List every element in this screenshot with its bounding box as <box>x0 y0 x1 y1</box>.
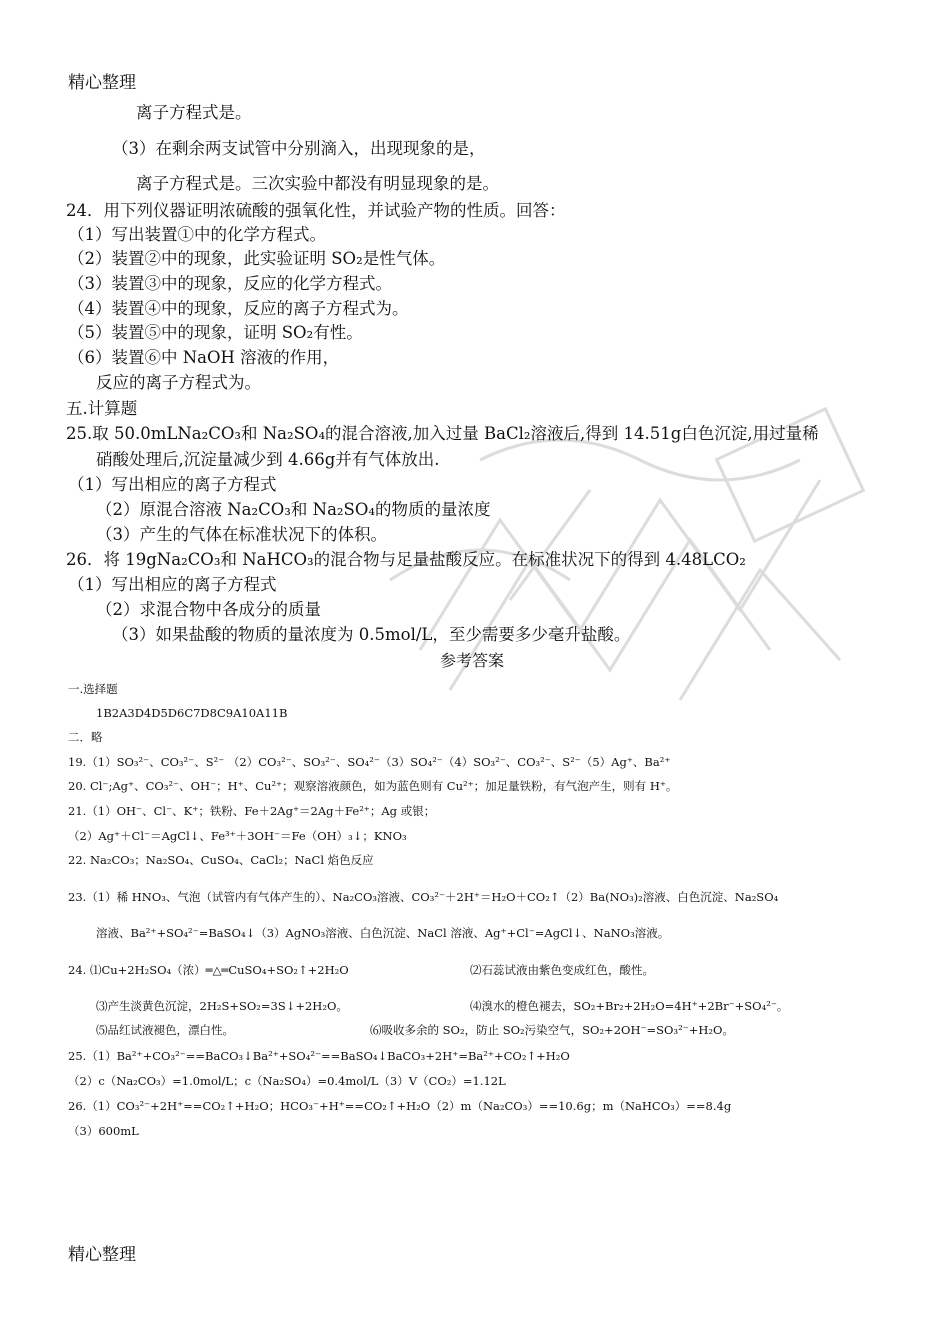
answer-line: （3）600mL <box>68 1124 139 1138</box>
question-line: （3）装置③中的现象，反应的化学方程式。 <box>68 274 392 293</box>
question-line: 硝酸处理后,沉淀量减少到 4.66g并有气体放出. <box>96 450 440 469</box>
answer-line: ⑶产生淡黄色沉淀，2H₂S+SO₂=3S↓+2H₂O。 <box>96 999 348 1013</box>
answer-line: 二．略 <box>68 730 103 744</box>
answer-line: 26.（1）CO₃²⁻+2H⁺==CO₂↑+H₂O；HCO₃⁻+H⁺==CO₂↑+H₂O（2）m（Na₂CO₃）==10.6g；m（NaHCO₃）==8.4g <box>68 1099 732 1113</box>
question-line: （1）写出相应的离子方程式 <box>68 575 277 594</box>
answers-heading: 参考答案 <box>440 651 505 670</box>
question-line: 离子方程式是。 <box>136 103 252 122</box>
section-title: 五.计算题 <box>66 399 138 418</box>
answer-line: ⑵石蕊试液由紫色变成红色，酸性。 <box>470 963 654 977</box>
answer-line: 23.（1）稀 HNO₃、气泡（试管内有气体产生的）、Na₂CO₃溶液、CO₃²⁻＋2H⁺＝H₂O＋CO₂↑（2）Ba(NO₃)₂溶液、白色沉淀、Na₂SO₄ <box>68 890 779 904</box>
answer-line: ⑸品红试液褪色，漂白性。 <box>96 1023 234 1037</box>
question-line: （5）装置⑤中的现象，证明 SO₂有性。 <box>68 323 363 342</box>
question-line: （1）写出相应的离子方程式 <box>68 475 277 494</box>
answer-line: 20. Cl⁻;Ag⁺、CO₃²⁻、OH⁻；H⁺、Cu²⁺；观察溶液颜色，如为蓝色则有 Cu²⁺；加足量铁粉，有气泡产生，则有 H⁺。 <box>68 779 678 793</box>
page-header: 精心整理 <box>68 73 136 93</box>
question-line: （4）装置④中的现象，反应的离子方程式为。 <box>68 299 409 318</box>
answer-line: 22. Na₂CO₃；Na₂SO₄、CuSO₄、CaCl₂；NaCl 焰色反应 <box>68 853 374 867</box>
page-footer: 精心整理 <box>68 1245 136 1265</box>
answer-line: （2）c（Na₂CO₃）=1.0mol/L；c（Na₂SO₄）=0.4mol/L（3）V（CO₂）=1.12L <box>68 1074 506 1088</box>
answer-line: 25.（1）Ba²⁺+CO₃²⁻==BaCO₃↓Ba²⁺+SO₄²⁻==BaSO₄↓BaCO₃+2H⁺=Ba²⁺+CO₂↑+H₂O <box>68 1049 570 1063</box>
answer-line: 21.（1）OH⁻、Cl⁻、K⁺；铁粉、Fe＋2Ag⁺＝2Ag＋Fe²⁺；Ag 或银； <box>68 804 436 818</box>
answer-line: 一.选择题 <box>68 682 118 696</box>
question-line: 离子方程式是。三次实验中都没有明显现象的是。 <box>136 174 499 193</box>
answer-line: ⑹吸收多余的 SO₂，防止 SO₂污染空气，SO₂+2OH⁻=SO₃²⁻+H₂O。 <box>370 1023 734 1037</box>
question-line: （2）原混合溶液 Na₂CO₃和 Na₂SO₄的物质的量浓度 <box>96 500 491 519</box>
answer-line: （2）Ag⁺＋Cl⁻＝AgCl↓、Fe³⁺＋3OH⁻＝Fe（OH）₃↓；KNO₃ <box>68 829 407 843</box>
question-line: 反应的离子方程式为。 <box>96 373 261 392</box>
question-line: 26．将 19gNa₂CO₃和 NaHCO₃的混合物与足量盐酸反应。在标准状况下的得到 4.48LCO₂ <box>66 550 746 569</box>
question-line: （2）装置②中的现象，此实验证明 SO₂是性气体。 <box>68 249 446 268</box>
question-line: （3）在剩余两支试管中分别滴入，出现现象的是， <box>112 139 486 158</box>
answer-line: ⑷溴水的橙色褪去，SO₂+Br₂+2H₂O=4H⁺+2Br⁻+SO₄²⁻。 <box>470 999 789 1013</box>
answer-line: 1B2A3D4D5D6C7D8C9A10A11B <box>96 706 288 720</box>
question-line: 24．用下列仪器证明浓硫酸的强氧化性，并试验产物的性质。回答： <box>66 201 566 220</box>
answer-line: 19.（1）SO₃²⁻、CO₃²⁻、S²⁻ （2）CO₃²⁻、SO₃²⁻、SO₄²⁻（3）SO₄²⁻（4）SO₃²⁻、CO₃²⁻、S²⁻（5）Ag⁺、Ba²⁺ <box>68 755 671 769</box>
answer-line: 24. ⑴Cu+2H₂SO₄（浓）═△═CuSO₄+SO₂↑+2H₂O <box>68 963 349 977</box>
question-line: （2）求混合物中各成分的质量 <box>96 600 321 619</box>
question-line: （6）装置⑥中 NaOH 溶液的作用， <box>68 348 340 367</box>
question-line: 25.取 50.0mLNa₂CO₃和 Na₂SO₄的混合溶液,加入过量 BaCl₂溶液后,得到 14.51g白色沉淀,用过量稀 <box>66 424 819 443</box>
question-line: （3）如果盐酸的物质的量浓度为 0.5mol/L，至少需要多少毫升盐酸。 <box>112 625 631 644</box>
question-line: （3）产生的气体在标准状况下的体积。 <box>96 525 387 544</box>
question-line: （1）写出装置①中的化学方程式。 <box>68 225 326 244</box>
answer-line: 溶液、Ba²⁺+SO₄²⁻=BaSO₄↓（3）AgNO₃溶液、白色沉淀、NaCl 溶液、Ag⁺+Cl⁻=AgCl↓、NaNO₃溶液。 <box>96 926 670 940</box>
